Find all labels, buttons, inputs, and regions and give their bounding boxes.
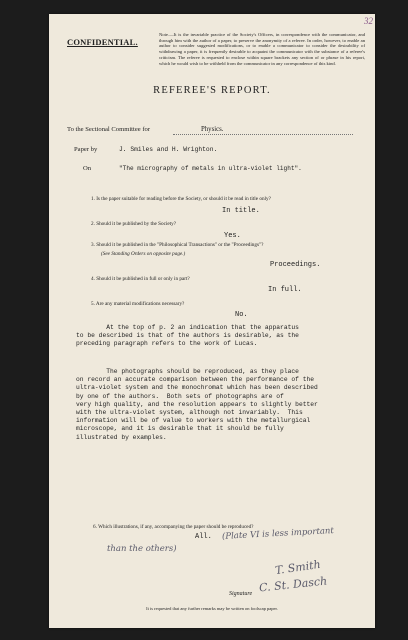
question-5: 5. Are any material modifications necessary? — [91, 301, 185, 307]
answer-2: Yes. — [224, 232, 241, 240]
paper-label: Paper by — [74, 146, 98, 153]
folio-number: 32 — [364, 16, 373, 26]
answer-6: All. — [195, 533, 212, 541]
confidentiality-note: Note.—It is the invariable practice of the Society's Officers, in correspondence with the communicator, and through him with the author of a paper, to preserve the anonymity of a referee. In order, however, to enable an author to consider suggested modifications, or to enable a communicator to consider the desirability of withdrawing a paper, it is frequently desirable to acquaint the communicator with the substance of a referee's criticism. The referee is requested to enclose within square brackets any section of or phrase in his report, which he would wish to be withheld from the communicator in any correspondence of this kind. — [159, 32, 365, 66]
confidential-heading: CONFIDENTIAL. — [67, 37, 138, 47]
comment-paragraph-1: At the top of p. 2 an indication that the apparatus to be described is that of the authors is desirable, as the preceding paragraph refers to the work of Lucas. — [76, 324, 299, 348]
signature-label: Signature — [229, 591, 253, 597]
question-4: 4. Should it be published in full or only in part? — [91, 276, 190, 282]
report-title: REFEREE'S REPORT. — [153, 85, 271, 96]
question-1: 1. Is the paper suitable for reading before the Society, or should it be read in title only? — [91, 196, 271, 202]
question-6: 6. Which illustrations, if any, accompanying the paper should be reproduced? — [93, 524, 254, 530]
committee-line — [173, 134, 353, 135]
paper-title-value: "The micrography of metals in ultra-violet light". — [119, 165, 302, 172]
signature-1: T. Smith — [274, 557, 322, 578]
signature-2: C. St. Dasch — [258, 574, 328, 595]
answer-6-handwritten-note-1: (Plate VI is less important — [221, 526, 335, 542]
committee-value: Physics. — [201, 126, 224, 133]
footer-note: It is requested that any further remarks may be written on foolscap paper. — [146, 606, 278, 611]
answer-6-handwritten-note-2: than the others) — [107, 544, 177, 554]
answer-1: In title. — [222, 207, 260, 215]
answer-4: In full. — [268, 286, 302, 294]
question-3: 3. Should it be published in the "Philosophical Transactions" or the "Proceedings"? — [91, 242, 264, 248]
report-sheet — [49, 14, 375, 628]
answer-5: No. — [235, 311, 248, 319]
question-3-note: (See Standing Orders on opposite page.) — [101, 251, 186, 257]
question-2: 2. Should it be published by the Society? — [91, 221, 177, 227]
committee-label: To the Sectional Committee for — [67, 126, 151, 133]
on-label: On — [83, 165, 92, 172]
answer-3: Proceedings. — [270, 261, 321, 269]
comment-paragraph-2: The photographs should be reproduced, as they place on record an accurate comparison between the performance of the ultra-violet system and the monochromat which has been described by one of the authors. Both sets of photographs are of very high quality, and the resolution appears to slightly better with the ultra-violet system, although not invariably. This information will be of value to workers with the metallurgical microscope, and it is desirable that it should be fully illustrated by examples. — [76, 368, 318, 441]
paper-authors: J. Smiles and H. Wrighton. — [119, 146, 218, 153]
